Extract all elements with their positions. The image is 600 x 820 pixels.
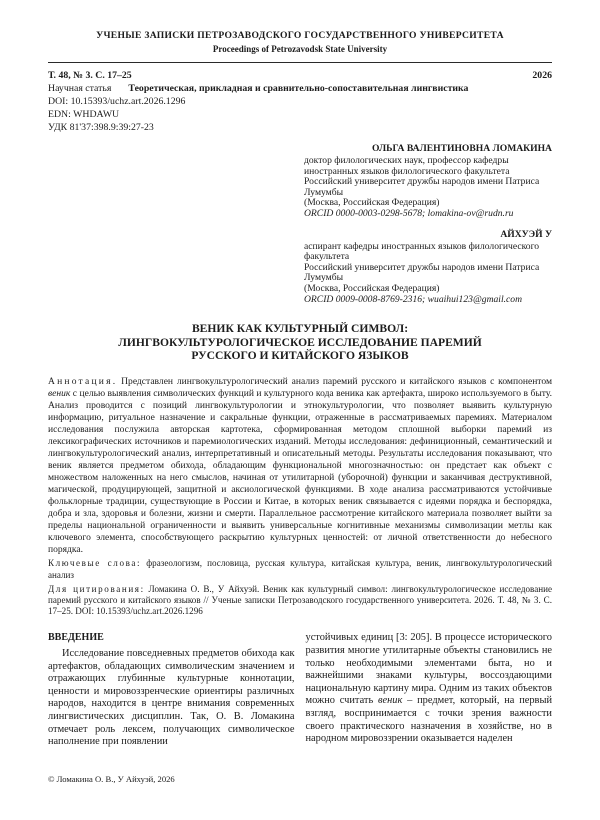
author-1-orcid-email: ORCID 0000-0003-0298-5678; lomakina-ov@rudn.ru: [304, 207, 514, 219]
article-title-line-3: РУССКОГО И КИТАЙСКОГО ЯЗЫКОВ: [191, 349, 409, 363]
author-2-location: (Москва, Российская Федерация): [304, 282, 440, 294]
article-title-line-1: ВЕНИК КАК КУЛЬТУРНЫЙ СИМВОЛ:: [191, 322, 409, 336]
volume-info: Т. 48, № 3. С. 17–25: [48, 70, 132, 81]
edn-line: EDN: WHDAWU: [48, 109, 120, 120]
author-block-2: [304, 229, 552, 306]
journal-title-ru: УЧЕНЫЕ ЗАПИСКИ ПЕТРОЗАВОДСКОГО ГОСУДАРСТВЕННОГО УНИВЕРСИТЕТА: [96, 30, 504, 41]
right-column: [306, 632, 553, 748]
abstract-label: Аннотация.: [48, 375, 118, 387]
doi-line: DOI: 10.15393/uchz.art.2026.1296: [48, 96, 186, 107]
abstract-text-1: Представлен лингвокультурологический анализ паремий русского и китайского языков с компонентом: [117, 375, 552, 387]
introduction-paragraph-right: [306, 632, 553, 745]
article-type: Научная статья: [48, 83, 112, 94]
author-2-position: аспирант кафедры иностранных языков филологического факультета: [304, 240, 540, 263]
citation-text: Ломакина О. В., У Айхуэй. Веник как культурный символ: лингвокультурологическое исследование паремий русского и китайского языков // Ученые записки Петрозаводского государственного университета. 2026. Т. 48, № 3. С. 17–25. DOI: 10.15393/uchz.art.2026.1296: [48, 583, 553, 617]
author-block-1: [304, 143, 552, 220]
author-1-location: (Москва, Российская Федерация): [304, 197, 440, 209]
volume-year-row: [48, 69, 552, 82]
author-1-position: доктор филологических наук, профессор кафедры иностранных языков филологического факультета: [304, 155, 510, 177]
abstract: [48, 376, 552, 557]
keywords-text: фразеологизм, пословица, русская культура, китайская культура, веник, лингвокультурологический анализ: [48, 558, 552, 580]
article-title-line-2: ЛИНГВОКУЛЬТУРОЛОГИЧЕСКОЕ ИССЛЕДОВАНИЕ ПАРЕМИЙ: [118, 335, 482, 349]
abstract-text-2: с целью выявления символических функций и культурного кода веника как артефакта, широко используемого в быту. Анализ проводится с позиций лингвокультурологии и этнокультурологии, что позволяет выявить культурную информацию, ритуальное назначение и сакральные функции, отраженные в рассматриваемых паремиях. Материалом исследования послужила авторская картотека, сформированная методом сплошной выборки паремий из лексикографических источников и паремиологических изданий. Методы исследования: дефиниционный, семантический и лингвокультурологический анализ, интерпретативный и описательный методы. Результаты исследования показывают, что веник является предметом обихода, обладающим функциональной многозначностью: он предстает как объект с множеством наложенных на него смыслов, начиная от утилитарной (уборочной) функции и заканчивая деструктивной, магической, продуцирующей, защитной и аксиологической функциями. В ходе анализа рассматриваются устойчивые фольклорные традиции, существующие в России и Китае, в которых веник связывается с идеями порядка и беспорядка, добра и зла, здоровья и болезни, жизни и смерти. Параллельное рассмотрение китайского материала позволяет выйти за пределы национальной ограниченности и выявить универсальные когнитивные механизмы символизации метлы как ключевого элемента, способствующего раскрытию культурных ценностей: от личной ответственности до небесного порядка.: [48, 387, 552, 556]
year: 2026: [532, 70, 552, 81]
introduction-paragraph-left: Исследование повседневных предметов обихода как артефактов, обладающих символическим значением и отражающих глубинные культурные коннотации, ценности и мировоззренческие ориентиры различных народов, находится в центре внимания современных лингвистических дисциплин. Так, О. В. Ломакина отмечает роль лексем, получающих символическое наполнение при появлении: [48, 647, 295, 748]
keywords-label: Ключевые слова:: [48, 558, 142, 569]
author-2-affiliation: Российский университет дружбы народов имени Патриса Лумумбы: [304, 261, 540, 284]
citation-label: Для цитирования:: [48, 583, 145, 594]
body-columns: [48, 632, 552, 748]
right-italic-term: веник: [378, 695, 403, 707]
left-column: [48, 632, 295, 748]
journal-title-en: Proceedings of Petrozavodsk State University: [212, 44, 388, 54]
introduction-heading: ВВЕДЕНИЕ: [48, 632, 104, 644]
author-2-orcid-email: ORCID 0009-0008-8769-2316; wuaihui123@gmail.com: [304, 293, 523, 305]
abstract-italic-term: веник: [48, 387, 71, 399]
citation: [48, 584, 552, 618]
author-1-name: ОЛЬГА ВАЛЕНТИНОВНА ЛОМАКИНА: [372, 143, 552, 154]
right-text-1: устойчивых единиц [3: 205]. В процессе исторического развития многие утилитарные объекты становились не только необходимыми элементами быта, но и важнейшими знаками культуры, воссоздающими национальную картину мира. Одним из таких объектов можно считать: [305, 632, 552, 707]
author-2-details: [304, 242, 552, 306]
author-1-affiliation: Российский университет дружбы народов имени Патриса Лумумбы: [304, 176, 540, 198]
author-1-details: [304, 156, 552, 220]
article-title: [48, 322, 552, 363]
header-divider: [48, 62, 552, 63]
author-2-name: АЙХУЭЙ У: [500, 228, 552, 240]
section-name: Теоретическая, прикладная и сравнительно-сопоставительная лингвистика: [128, 83, 469, 94]
udc-line: УДК 81'37:398.9:39:27-23: [48, 122, 154, 133]
keywords: [48, 558, 552, 580]
right-text-2: – предмет, который, на первый взгляд, воспринимается с точки зрения важности своего практического назначения в хозяйстве, но в народном мировоззрении оказывается наделен: [305, 695, 553, 745]
copyright-note: © Ломакина О. В., У Айхуэй, 2026: [48, 774, 175, 784]
article-type-row: [48, 82, 552, 95]
